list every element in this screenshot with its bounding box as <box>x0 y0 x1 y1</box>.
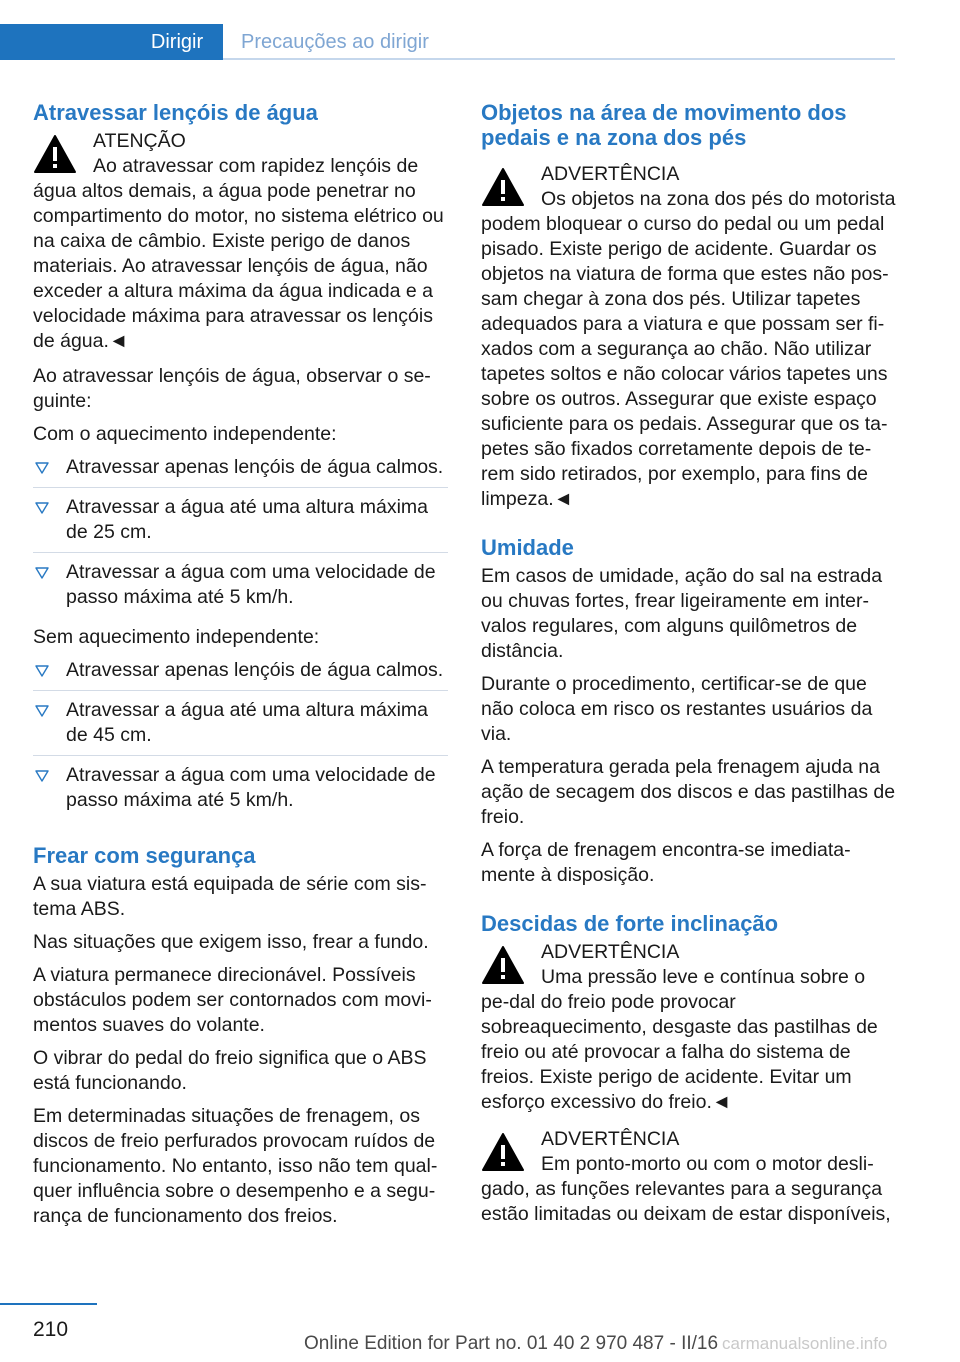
paragraph: A viatura permanece direcionável. Possíveis obstáculos podem ser contornados com movi‐mentos suaves do volante. <box>33 964 432 1036</box>
section-title-pedal-objects: Objetos na área de movimento dos pedais e na zona dos pés <box>481 100 847 150</box>
edition-note: Online Edition for Part no. 01 40 2 970 487 - II/16 <box>304 1333 719 1354</box>
without-heater-list <box>33 658 448 820</box>
list-item <box>33 698 448 756</box>
warning-block-water <box>33 129 448 354</box>
triangle-bullet-icon <box>35 566 49 580</box>
paragraph: A força de frenagem encontra-se imediata‐mente à disposição. <box>481 839 851 886</box>
section-title-braking: Frear com segurança <box>33 843 256 868</box>
warning-label: ADVERTÊNCIA <box>541 941 680 963</box>
warning-text: Em ponto-morto ou com o motor desli‐gado, as funções relevantes para a segurança estão limitadas ou deixam de estar disponíveis, <box>481 1153 891 1225</box>
list-item-text: Atravessar a água até uma altura máxima de 25 cm. <box>66 496 429 543</box>
watermark: carmanualsonline.info <box>722 1334 888 1353</box>
triangle-bullet-icon <box>35 501 49 515</box>
header-section-tab: Dirigir <box>131 24 223 60</box>
warning-label: ATENÇÃO <box>93 130 186 152</box>
list-intro-with-heater: Com o aquecimento independente: <box>33 423 337 445</box>
triangle-bullet-icon <box>35 704 49 718</box>
warning-text: Uma pressão leve e contínua sobre o pe‐dal do freio pode provocar sobreaquecimento, desgaste das pastilhas de freio ou até provocar a falha do sistema de freios. Existe perigo de acidente. Evitar um esforço excessivo do freio.◄ <box>481 966 878 1113</box>
list-item <box>33 763 448 820</box>
list-item-text: Atravessar a água com uma velocidade de passo máxima até 5 km/h. <box>66 561 436 608</box>
paragraph: Durante o procedimento, certificar-se de que não coloca em risco os restantes usuários da via. <box>481 673 873 745</box>
list-item <box>33 560 448 617</box>
list-item-text: Atravessar apenas lençóis de água calmos. <box>66 659 444 681</box>
triangle-bullet-icon <box>35 769 49 783</box>
list-item-text: Atravessar apenas lençóis de água calmos. <box>66 456 444 478</box>
warning-text: Ao atravessar com rapidez lençóis de água altos demais, a água pode penetrar no compartimento do motor, no sistema elétrico ou na caixa de câmbio. Existe perigo de danos materiais. Ao atravessar lençóis de água, não exceder a altura máxima da água indicada e a velocidade máxima para atravessar os lençóis de água.◄ <box>33 155 444 352</box>
warning-label: ADVERTÊNCIA <box>541 1128 680 1150</box>
list-item-text: Atravessar a água até uma altura máxima de 45 cm. <box>66 699 429 746</box>
warning-triangle-icon <box>481 944 525 986</box>
header-subsection-tab: Precauções ao dirigir <box>223 24 895 60</box>
warning-triangle-icon <box>481 166 525 208</box>
list-item-text: Atravessar a água com uma velocidade de passo máxima até 5 km/h. <box>66 764 436 811</box>
warning-text: Os objetos na zona dos pés do motorista podem bloquear o curso do pedal ou um pedal pisado. Existe perigo de acidente. Guardar os objetos na viatura de forma que estes não pos‐sam chegar à zona dos pés. Utilizar tapetes adequados para a viatura e que possam ser fi‐xados com a segurança ao chão. Não utilizar tapetes soltos e não colocar vários tapetes uns sobre os outros. Assegurar que existe espaço suficiente para os pedais. Assegurar que os ta‐petes são fixados corretamente depois de te‐rem sido retirados, por exemplo, para fins de limpeza.◄ <box>481 188 896 510</box>
paragraph: A temperatura gerada pela frenagem ajuda na ação de secagem dos discos e das pastilhas de freio. <box>481 756 896 828</box>
paragraph: Ao atravessar lençóis de água, observar o se‐guinte: <box>33 365 431 412</box>
paragraph: Nas situações que exigem isso, frear a fundo. <box>33 931 429 953</box>
page-header <box>0 24 895 62</box>
paragraph: Em determinadas situações de frenagem, os discos de freio perfurados provocam ruídos de funcionamento. No entanto, isso não tem qual‐quer influência sobre o desempenho e a segu‐rança de funcionamento dos freios. <box>33 1105 438 1227</box>
paragraph: O vibrar do pedal do freio significa que o ABS está funcionando. <box>33 1047 427 1094</box>
triangle-bullet-icon <box>35 664 49 678</box>
warning-block-descent-2 <box>481 1127 896 1227</box>
warning-block-descent-1 <box>481 940 896 1115</box>
warning-label: ADVERTÊNCIA <box>541 163 680 185</box>
page-number: 210 <box>33 1318 69 1341</box>
left-column <box>33 100 448 1237</box>
header-accent-bar <box>0 24 131 60</box>
with-heater-list <box>33 455 448 617</box>
list-item <box>33 495 448 553</box>
paragraph: Em casos de umidade, ação do sal na estrada ou chuvas fortes, frear ligeiramente em inter‐valos regulares, com alguns quilômetros de distância. <box>481 565 883 662</box>
warning-block-pedals <box>481 162 896 512</box>
list-item <box>33 455 448 488</box>
section-title-water: Atravessar lençóis de água <box>33 100 318 125</box>
triangle-bullet-icon <box>35 461 49 475</box>
right-column <box>481 100 896 1237</box>
list-intro-without-heater: Sem aquecimento independente: <box>33 626 320 648</box>
page-number-rule <box>0 1303 97 1305</box>
section-title-steep-descents: Descidas de forte inclinação <box>481 911 779 936</box>
section-title-humidity: Umidade <box>481 535 574 560</box>
warning-triangle-icon <box>481 1131 525 1173</box>
list-item <box>33 658 448 691</box>
paragraph: A sua viatura está equipada de série com sis‐tema ABS. <box>33 873 427 920</box>
warning-triangle-icon <box>33 133 77 175</box>
